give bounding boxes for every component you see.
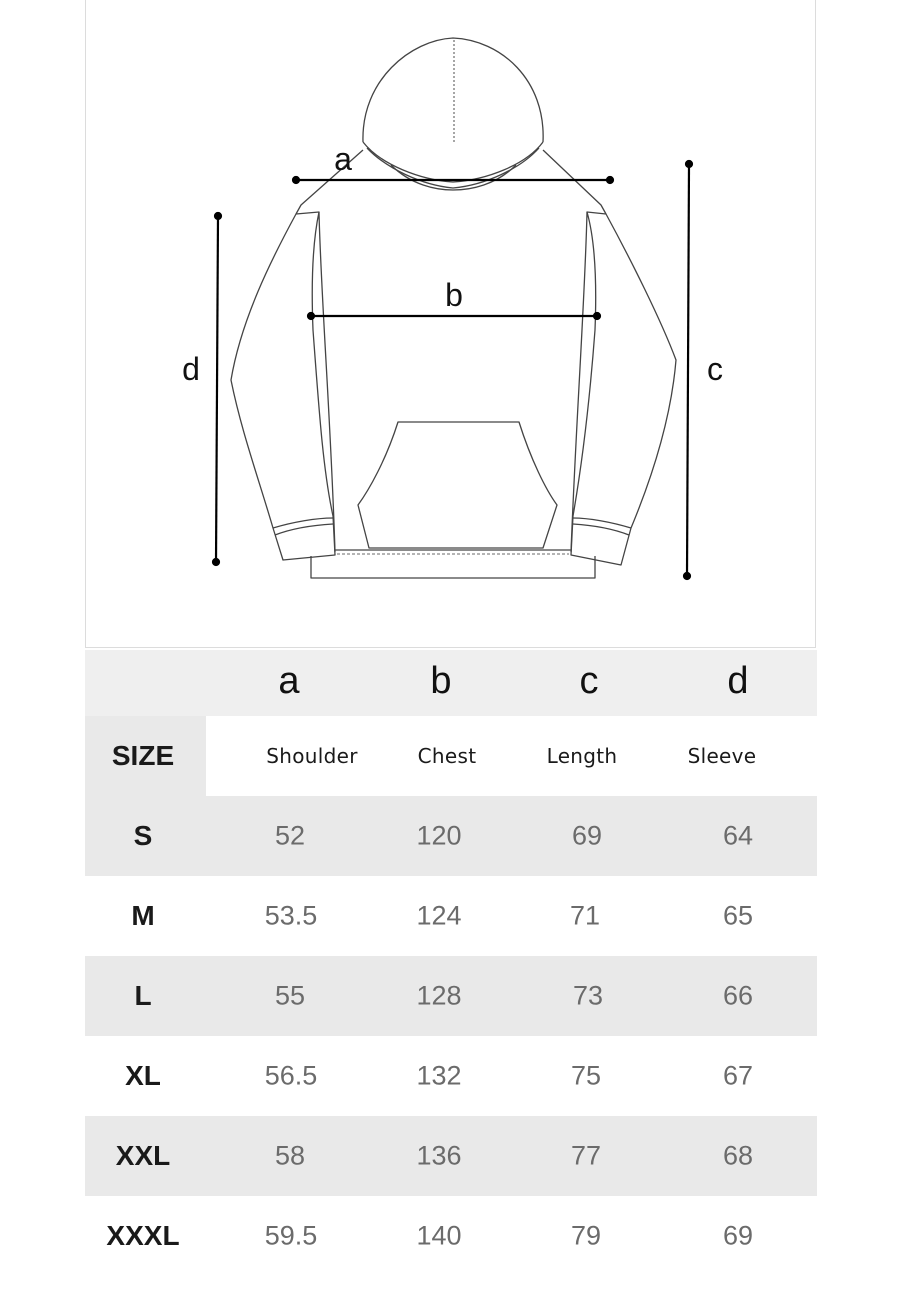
table-row — [85, 956, 817, 1036]
label-b: b — [445, 277, 463, 313]
column-header-sleeve: Sleeve — [687, 744, 757, 768]
column-header-shoulder: Shoulder — [266, 744, 358, 768]
length-value: 79 — [570, 1220, 602, 1251]
sleeve-value: 64 — [722, 820, 754, 851]
column-letter-a: a — [278, 660, 300, 702]
column-header-length: Length — [546, 744, 618, 768]
shoulder-value: 55 — [274, 980, 306, 1011]
column-letter-c: c — [579, 660, 599, 702]
sleeve-value: 67 — [722, 1060, 754, 1091]
sleeve-value: 65 — [722, 900, 754, 931]
measurement-lines — [213, 161, 692, 579]
measurement-labels — [182, 141, 723, 387]
sleeve-value: 69 — [722, 1220, 754, 1251]
length-value: 71 — [569, 900, 601, 931]
size-label: XXL — [115, 1140, 171, 1171]
chest-value: 124 — [416, 900, 462, 931]
shoulder-value: 56.5 — [264, 1060, 318, 1091]
chest-value: 120 — [416, 820, 462, 851]
table-row — [85, 1116, 817, 1196]
shoulder-value: 53.5 — [264, 900, 318, 931]
chest-value: 132 — [416, 1060, 462, 1091]
shoulder-value: 58 — [274, 1140, 306, 1171]
chest-value: 128 — [416, 980, 462, 1011]
table-header-row — [85, 716, 817, 796]
hoodie-diagram — [1, 0, 900, 648]
label-a: a — [334, 141, 352, 177]
size-label: S — [133, 820, 153, 851]
table-row — [85, 876, 817, 956]
column-letter-d: d — [727, 660, 749, 702]
sleeve-value: 68 — [722, 1140, 754, 1171]
shoulder-value: 59.5 — [264, 1220, 318, 1251]
length-value: 75 — [570, 1060, 602, 1091]
table-row — [85, 796, 817, 876]
size-label: XXXL — [106, 1220, 180, 1251]
chest-value: 140 — [416, 1220, 462, 1251]
chest-value: 136 — [416, 1140, 462, 1171]
table-row — [85, 1196, 817, 1276]
size-label: M — [131, 900, 155, 931]
column-letter-b: b — [430, 660, 452, 702]
sleeve-value: 66 — [722, 980, 754, 1011]
measure-line-d — [216, 216, 218, 562]
column-letter-row — [85, 650, 817, 716]
column-header-chest: Chest — [417, 744, 477, 768]
size-label: L — [134, 980, 152, 1011]
shoulder-value: 52 — [274, 820, 306, 851]
length-value: 77 — [570, 1140, 602, 1171]
hoodie-diagram-panel — [85, 0, 816, 648]
label-c: c — [707, 351, 723, 387]
length-value: 73 — [572, 980, 604, 1011]
size-label: XL — [125, 1060, 161, 1091]
size-header: SIZE — [111, 740, 175, 771]
measure-line-c — [687, 164, 689, 576]
table-row — [85, 1036, 817, 1116]
length-value: 69 — [571, 820, 603, 851]
label-d: d — [182, 351, 200, 387]
